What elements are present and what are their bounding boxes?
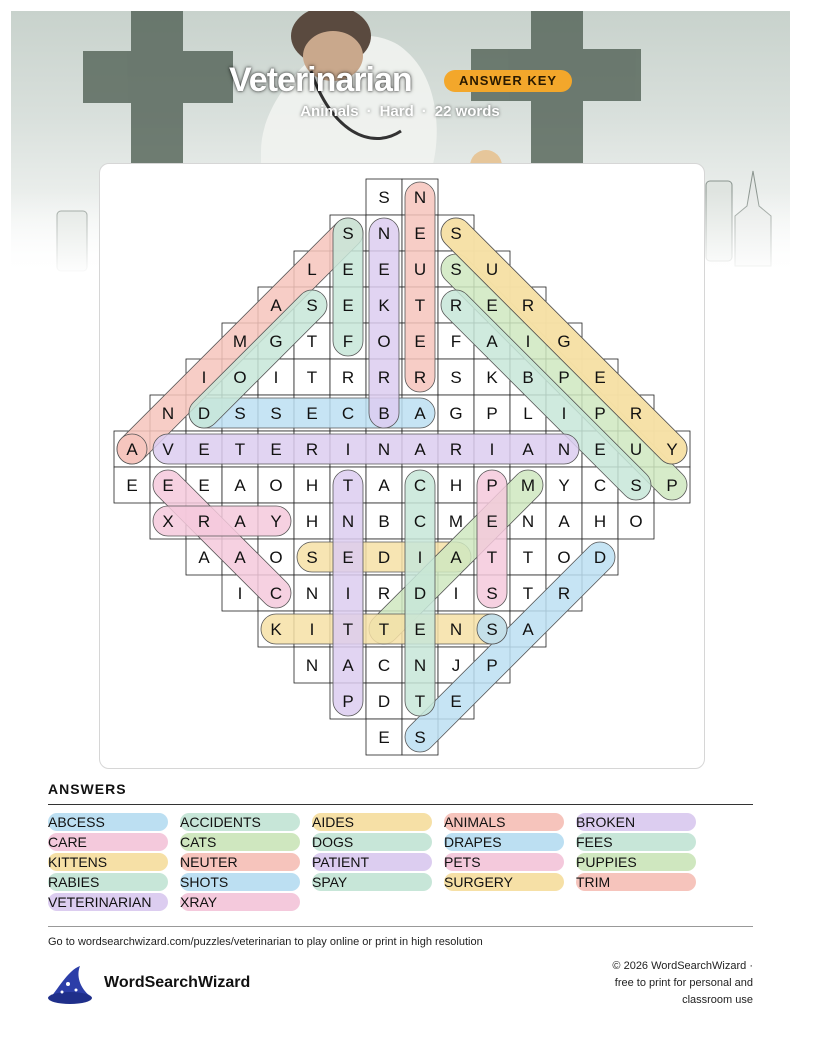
grid-letter: O xyxy=(233,368,247,387)
divider xyxy=(48,926,753,927)
grid-letter: A xyxy=(378,476,390,495)
grid-letter: P xyxy=(558,368,570,387)
grid-letter: P xyxy=(594,404,606,423)
grid-letter: F xyxy=(342,332,354,351)
answers-heading: ANSWERS xyxy=(48,781,127,797)
wizard-hat-icon xyxy=(46,962,94,1006)
puzzle-meta xyxy=(0,103,800,120)
grid-letter: E xyxy=(378,260,390,279)
grid-letter: E xyxy=(198,476,210,495)
grid-letter: C xyxy=(341,404,355,423)
grid-letter: P xyxy=(666,476,678,495)
word-highlight xyxy=(369,218,399,428)
grid-letter: N xyxy=(557,440,571,459)
answer-label: RABIES xyxy=(48,874,100,890)
grid-letter: T xyxy=(522,548,534,567)
grid-letter: A xyxy=(234,512,246,531)
grid-letter: R xyxy=(341,368,355,387)
grid-letter: A xyxy=(414,440,426,459)
grid-letter: E xyxy=(378,728,390,747)
answer-word xyxy=(576,813,696,831)
answer-label: TRIM xyxy=(576,874,611,890)
grid-letter: R xyxy=(377,584,391,603)
answer-word xyxy=(180,873,300,891)
grid-letter: C xyxy=(593,476,607,495)
grid-letter: N xyxy=(305,656,319,675)
copyright-line: free to print for personal and xyxy=(614,977,753,989)
grid-letter: I xyxy=(489,440,495,459)
answer-word xyxy=(48,833,168,851)
grid-letter: O xyxy=(557,548,571,567)
answer-label: AIDES xyxy=(312,814,355,830)
grid-letter: A xyxy=(558,512,570,531)
answer-word xyxy=(576,853,696,871)
grid-letter: O xyxy=(377,332,391,351)
answer-label: ANIMALS xyxy=(444,814,506,830)
grid-letter: E xyxy=(594,368,606,387)
grid-letter: P xyxy=(342,692,354,711)
answer-label: NEUTER xyxy=(180,854,238,870)
grid-letter: A xyxy=(270,296,282,315)
grid-letter: E xyxy=(342,548,354,567)
grid-letter: R xyxy=(377,368,391,387)
grid-letter: E xyxy=(594,440,606,459)
grid-letter: T xyxy=(342,620,354,639)
grid-letter: M xyxy=(520,476,536,495)
grid-letter: E xyxy=(414,620,426,639)
grid-letter: I xyxy=(273,368,279,387)
grid-letter: R xyxy=(305,440,319,459)
grid-letter: U xyxy=(485,260,499,279)
word-highlight xyxy=(405,182,435,392)
grid-letter: D xyxy=(377,692,391,711)
grid-letter: U xyxy=(629,440,643,459)
word-search-grid xyxy=(100,164,704,768)
grid-letter: A xyxy=(414,404,426,423)
brand-name: WordSearchWizard xyxy=(104,974,251,991)
answer-word xyxy=(312,833,432,851)
grid-letter: S xyxy=(414,728,426,747)
grid-letter: S xyxy=(306,296,318,315)
grid-letter: G xyxy=(449,404,463,423)
answer-word xyxy=(48,853,168,871)
divider xyxy=(48,804,753,805)
grid-letter: R xyxy=(521,296,535,315)
grid-letter: B xyxy=(378,404,390,423)
grid-letter: L xyxy=(307,260,317,279)
meta-separator: · xyxy=(366,103,372,120)
grid-letter: I xyxy=(309,620,315,639)
grid-letter: N xyxy=(161,404,175,423)
answer-word xyxy=(48,873,168,891)
grid-letter: D xyxy=(377,548,391,567)
grid-letter: R xyxy=(449,440,463,459)
grid-letter: S xyxy=(450,224,462,243)
answer-label: PATIENT xyxy=(312,854,370,870)
grid-letter: P xyxy=(486,656,498,675)
grid-letter: M xyxy=(232,332,248,351)
grid-letter: D xyxy=(197,404,211,423)
grid-letter: S xyxy=(450,260,462,279)
grid-letter: E xyxy=(270,440,282,459)
answer-label: SURGERY xyxy=(444,874,513,890)
answer-label: KITTENS xyxy=(48,854,108,870)
grid-letter: E xyxy=(342,260,354,279)
grid-letter: S xyxy=(486,620,498,639)
grid-letter: E xyxy=(450,692,462,711)
answer-word xyxy=(180,813,300,831)
grid-letter: R xyxy=(557,584,571,603)
answer-word xyxy=(312,873,432,891)
grid-letter: E xyxy=(162,476,174,495)
grid-letter: B xyxy=(522,368,534,387)
grid-letter: Y xyxy=(270,512,282,531)
grid-letter: T xyxy=(414,692,426,711)
grid-letter: A xyxy=(126,440,138,459)
grid-letter: G xyxy=(557,332,571,351)
answer-label: DOGS xyxy=(312,834,354,850)
answer-label: ACCIDENTS xyxy=(180,814,261,830)
grid-letter: A xyxy=(486,332,498,351)
meta-separator: · xyxy=(421,103,427,120)
grid-letter: B xyxy=(378,512,390,531)
answer-word xyxy=(48,893,168,911)
answer-label: SPAY xyxy=(312,874,348,890)
grid-letter: S xyxy=(234,404,246,423)
grid-letter: S xyxy=(486,584,498,603)
grid-letter: O xyxy=(629,512,643,531)
grid-letter: A xyxy=(234,548,246,567)
grid-letter: C xyxy=(413,512,427,531)
word-count-label: 22 words xyxy=(434,103,500,120)
answer-label: CATS xyxy=(180,834,217,850)
answer-word xyxy=(180,853,300,871)
grid-letter: A xyxy=(234,476,246,495)
grid-letter: Y xyxy=(666,440,678,459)
answer-label: SHOTS xyxy=(180,874,229,890)
answer-word xyxy=(576,873,696,891)
grid-letter: X xyxy=(162,512,174,531)
grid-letter: R xyxy=(413,368,427,387)
grid-letter: N xyxy=(449,620,463,639)
grid-letter: N xyxy=(341,512,355,531)
grid-letter: T xyxy=(306,332,318,351)
answer-label: FEES xyxy=(576,834,613,850)
grid-letter: J xyxy=(451,656,461,675)
grid-letter: E xyxy=(414,224,426,243)
grid-letter: N xyxy=(377,224,391,243)
grid-letter: S xyxy=(450,368,462,387)
category-label: Animals xyxy=(300,103,359,120)
grid-letter: F xyxy=(450,332,462,351)
grid-letter: L xyxy=(523,404,533,423)
answer-word xyxy=(180,893,300,911)
grid-letter: T xyxy=(414,296,426,315)
grid-letter: E xyxy=(414,332,426,351)
grid-letter: C xyxy=(269,584,283,603)
grid-letter: O xyxy=(269,548,283,567)
grid-letter: H xyxy=(449,476,463,495)
play-online-link[interactable]: Go to wordsearchwizard.com/puzzles/veterinarian to play online or print in high resolution xyxy=(48,936,483,948)
grid-letter: D xyxy=(413,584,427,603)
grid-letter: E xyxy=(486,512,498,531)
grid-letter: I xyxy=(417,548,423,567)
copyright-line: classroom use xyxy=(682,994,753,1006)
grid-letter: P xyxy=(486,404,498,423)
answer-key-badge: ANSWER KEY xyxy=(444,70,572,92)
grid-letter: N xyxy=(413,188,427,207)
grid-letter: N xyxy=(305,584,319,603)
grid-letter: K xyxy=(486,368,498,387)
word-highlight xyxy=(153,434,579,464)
grid-letter: M xyxy=(448,512,464,531)
grid-letter: A xyxy=(522,440,534,459)
puzzle-card xyxy=(99,163,705,769)
grid-letter: T xyxy=(522,584,534,603)
grid-letter: V xyxy=(162,440,174,459)
grid-letter: C xyxy=(413,476,427,495)
answer-word xyxy=(312,853,432,871)
answer-label: VETERINARIAN xyxy=(48,894,152,910)
grid-letter: P xyxy=(486,476,498,495)
answer-label: DRAPES xyxy=(444,834,502,850)
grid-letter: C xyxy=(377,656,391,675)
grid-letter: A xyxy=(198,548,210,567)
grid-letter: N xyxy=(521,512,535,531)
answer-word xyxy=(180,833,300,851)
grid-letter: I xyxy=(201,368,207,387)
grid-letter: K xyxy=(270,620,282,639)
copyright-line: © 2026 WordSearchWizard · xyxy=(612,960,753,972)
grid-letter: R xyxy=(449,296,463,315)
grid-letter: G xyxy=(269,332,283,351)
grid-letter: T xyxy=(306,368,318,387)
answer-label: PETS xyxy=(444,854,481,870)
grid-letter: R xyxy=(629,404,643,423)
grid-letter: D xyxy=(593,548,607,567)
grid-letter: T xyxy=(486,548,498,567)
grid-letter: S xyxy=(342,224,354,243)
grid-letter: T xyxy=(342,476,354,495)
grid-letter: A xyxy=(450,548,462,567)
grid-letter: I xyxy=(237,584,243,603)
answer-word xyxy=(444,833,564,851)
answer-label: PUPPIES xyxy=(576,854,637,870)
grid-letter: I xyxy=(345,584,351,603)
difficulty-label: Hard xyxy=(379,103,414,120)
grid-letter: E xyxy=(198,440,210,459)
answer-label: XRAY xyxy=(180,894,218,910)
grid-letter: U xyxy=(413,260,427,279)
copyright xyxy=(533,958,753,1009)
grid-letter: N xyxy=(377,440,391,459)
grid-letter: S xyxy=(270,404,282,423)
grid-letter: R xyxy=(197,512,211,531)
grid-letter: E xyxy=(342,296,354,315)
grid-letter: T xyxy=(234,440,246,459)
answer-word xyxy=(312,813,432,831)
grid-letter: I xyxy=(561,404,567,423)
grid-letter: A xyxy=(522,620,534,639)
grid-letter: I xyxy=(525,332,531,351)
grid-letter: H xyxy=(305,476,319,495)
answer-word xyxy=(444,813,564,831)
grid-letter: K xyxy=(378,296,390,315)
grid-letter: E xyxy=(486,296,498,315)
grid-letter: S xyxy=(378,188,390,207)
page-title: Veterinarian xyxy=(229,61,412,99)
grid-letter: H xyxy=(593,512,607,531)
grid-letter: O xyxy=(269,476,283,495)
answer-label: CARE xyxy=(48,834,87,850)
answer-word xyxy=(444,853,564,871)
answer-word xyxy=(48,813,168,831)
grid-letter: T xyxy=(378,620,390,639)
grid-letter: A xyxy=(342,656,354,675)
answer-label: BROKEN xyxy=(576,814,636,830)
grid-letter: S xyxy=(630,476,642,495)
grid-letter: I xyxy=(453,584,459,603)
grid-letter: E xyxy=(126,476,138,495)
grid-letter: Y xyxy=(558,476,570,495)
grid-letter: H xyxy=(305,512,319,531)
answer-word xyxy=(444,873,564,891)
grid-letter: I xyxy=(345,440,351,459)
answer-label: ABCESS xyxy=(48,814,105,830)
grid-letter: E xyxy=(306,404,318,423)
answer-word xyxy=(576,833,696,851)
grid-letter: N xyxy=(413,656,427,675)
grid-letter: S xyxy=(306,548,318,567)
